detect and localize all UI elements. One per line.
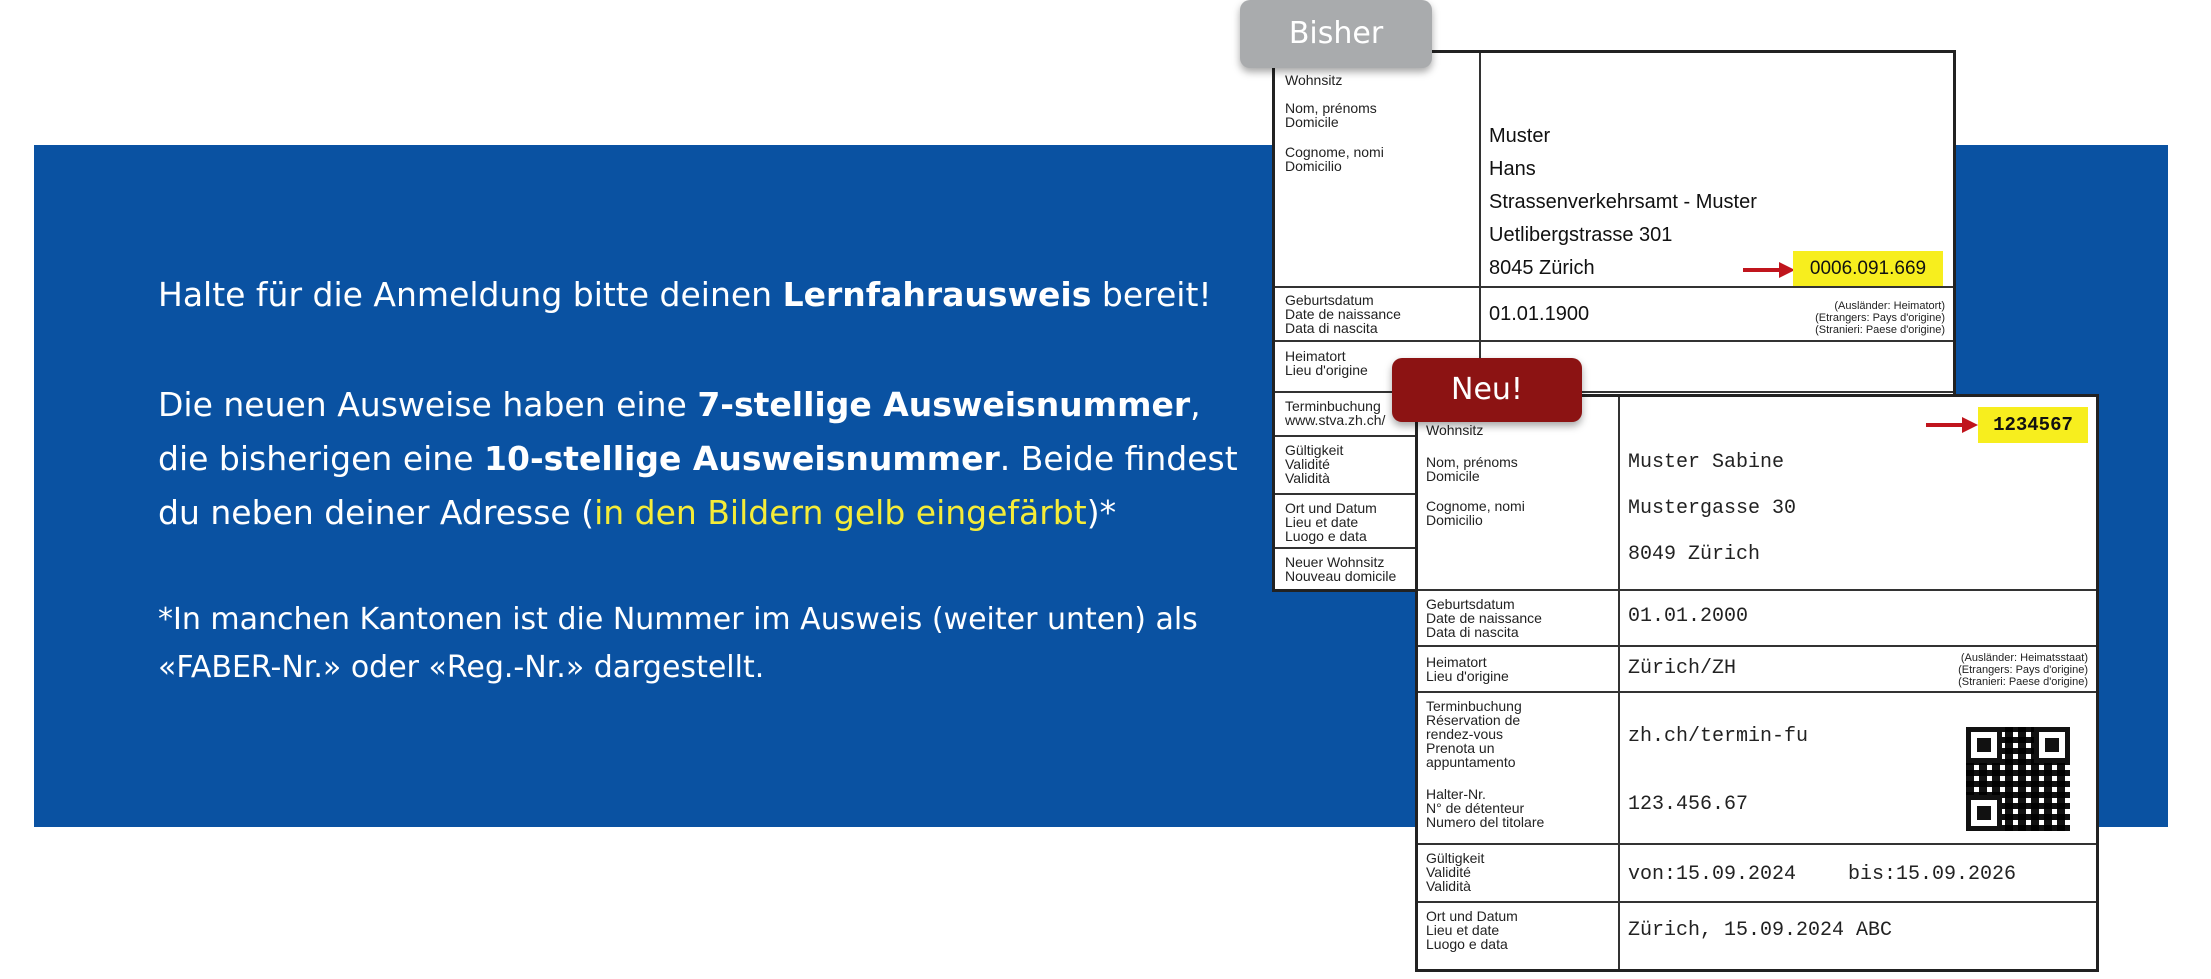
number-text-6: )*	[1086, 493, 1117, 532]
origin-note: (Ausländer: Heimatsstaat)	[1960, 652, 2088, 664]
label-origine: Lieu d'origine	[1285, 362, 1368, 378]
origin-note: (Ausländer: Heimatort)	[1834, 300, 1945, 312]
label-validita: Validità	[1285, 470, 1330, 486]
label-heimatort: Heimatort	[1426, 654, 1487, 670]
origin: Zürich/ZH	[1628, 657, 1737, 680]
intro-text-end: bereit!	[1091, 275, 1212, 314]
intro-bold: Lernfahrausweis	[782, 275, 1092, 314]
halter-number: 123.456.67	[1628, 793, 1749, 816]
label-domicilio: Domicilio	[1285, 158, 1342, 174]
qr-finder	[2034, 727, 2070, 763]
label-ort-datum: Ort und Datum	[1426, 908, 1518, 924]
number-paragraph	[158, 378, 1238, 540]
new-id-number: 1234567	[1978, 407, 2088, 443]
highlight-text: in den Bildern gelb eingefärbt	[594, 493, 1087, 532]
old-id-number: 0006.091.669	[1793, 251, 1943, 287]
label-neuer-wohnsitz: Neuer Wohnsitz	[1285, 554, 1385, 570]
label-domicile: Domicile	[1426, 468, 1480, 484]
row-divider	[1418, 691, 2096, 693]
address-line-2: 8049 Zürich	[1628, 543, 1761, 566]
arrow-icon	[1926, 413, 1978, 437]
label-lieu-date: Lieu et date	[1426, 922, 1500, 938]
address-line-1: Strassenverkehrsamt - Muster	[1489, 191, 1757, 213]
valid-from: von:15.09.2024	[1628, 863, 1797, 886]
address-line-1: Mustergasse 30	[1628, 497, 1797, 520]
badge-neu: Neu!	[1392, 358, 1582, 422]
birth-date: 01.01.1900	[1489, 303, 1590, 325]
label-nouveau-domicile: Nouveau domicile	[1285, 568, 1397, 584]
number-bold-new: 7-stellige Ausweisnummer	[697, 385, 1191, 424]
new-license-document	[1415, 394, 2099, 972]
label-termin-fr: Réservation de	[1426, 712, 1521, 728]
label-gueltigkeit: Gültigkeit	[1426, 850, 1485, 866]
label-birth: Geburtsdatum	[1426, 596, 1515, 612]
label-halter-it: Numero del titolare	[1426, 814, 1545, 830]
number-bold-old: 10-stellige Ausweisnummer	[484, 439, 1000, 478]
label-termin-it-2: appuntamento	[1426, 754, 1516, 770]
label-termin: Terminbuchung	[1285, 398, 1381, 414]
row-divider	[1418, 589, 2096, 591]
place-date: Zürich, 15.09.2024 ABC	[1628, 919, 1893, 942]
label-validita: Validità	[1426, 878, 1471, 894]
label-luogo-data: Luogo e data	[1426, 936, 1508, 952]
label-origine: Lieu d'origine	[1426, 668, 1509, 684]
intro-paragraph	[158, 268, 1238, 322]
label-birth-fr: Date de naissance	[1426, 610, 1542, 626]
info-text-block	[158, 268, 1238, 748]
footnote-line-1: *In manchen Kantonen ist die Nummer im Ausweis (weiter unten) als	[158, 602, 1198, 637]
label-birth-it: Data di nascita	[1285, 320, 1378, 336]
label-validite: Validité	[1285, 456, 1330, 472]
label-halter: Halter-Nr.	[1426, 786, 1486, 802]
holder-name: Muster Sabine	[1628, 451, 1785, 474]
row-divider	[1275, 340, 1953, 342]
number-text-2: ,	[1190, 385, 1201, 424]
label-birth-fr: Date de naissance	[1285, 306, 1401, 322]
label-termin-it: Prenota un	[1426, 740, 1495, 756]
label-ort-datum: Ort und Datum	[1285, 500, 1377, 516]
qr-finder	[1966, 727, 2002, 763]
footnote	[158, 596, 1238, 692]
label-domicile: Domicile	[1285, 114, 1339, 130]
label-lieu-date: Lieu et date	[1285, 514, 1359, 530]
label-wohnsitz: Wohnsitz	[1426, 422, 1484, 438]
row-divider	[1418, 645, 2096, 647]
column-divider	[1618, 397, 1620, 969]
label-name: Nom, prénoms	[1285, 100, 1377, 116]
number-text-5: du neben deiner Adresse (	[158, 493, 595, 532]
qr-code-icon	[1966, 727, 2070, 831]
number-text-3: die bisherigen eine	[158, 439, 485, 478]
label-termin: Terminbuchung	[1426, 698, 1522, 714]
holder-first-name: Hans	[1489, 158, 1536, 180]
footnote-line-2: «FABER-Nr.» oder «Reg.-Nr.» dargestellt.	[158, 650, 765, 685]
badge-bisher: Bisher	[1240, 0, 1432, 68]
label-termin-fr-2: rendez-vous	[1426, 726, 1504, 742]
label-gueltigkeit: Gültigkeit	[1285, 442, 1344, 458]
holder-last-name: Muster	[1489, 125, 1551, 147]
address-line-2: Uetlibergstrasse 301	[1489, 224, 1673, 246]
label-cognome: Cognome, nomi	[1426, 498, 1525, 514]
valid-to: bis:15.09.2026	[1848, 863, 2017, 886]
label-termin-url: www.stva.zh.ch/	[1285, 412, 1386, 428]
origin-note-it: (Stranieri: Paese d'origine)	[1815, 324, 1945, 336]
row-divider	[1418, 901, 2096, 903]
origin-note-it: (Stranieri: Paese d'origine)	[1958, 676, 2088, 688]
termin-url: zh.ch/termin-fu	[1628, 725, 1809, 748]
number-text-1: Die neuen Ausweise haben eine	[158, 385, 698, 424]
arrow-icon	[1743, 258, 1795, 282]
label-halter-fr: N° de détenteur	[1426, 800, 1525, 816]
label-cognome: Cognome, nomi	[1285, 144, 1384, 160]
row-divider	[1275, 286, 1953, 288]
origin-note-fr: (Etrangers: Pays d'origine)	[1958, 664, 2088, 676]
label-luogo-data: Luogo e data	[1285, 528, 1367, 544]
label-birth-it: Data di nascita	[1426, 624, 1519, 640]
origin-note-fr: (Etrangers: Pays d'origine)	[1815, 312, 1945, 324]
row-divider	[1275, 391, 1953, 393]
qr-finder	[1966, 795, 2002, 831]
label-name: Nom, prénoms	[1426, 454, 1518, 470]
intro-text: Halte für die Anmeldung bitte deinen	[158, 275, 783, 314]
row-divider	[1418, 843, 2096, 845]
label-wohnsitz: Wohnsitz	[1285, 72, 1343, 88]
label-validite: Validité	[1426, 864, 1471, 880]
label-heimatort: Heimatort	[1285, 348, 1346, 364]
number-text-4: . Beide findest	[999, 439, 1238, 478]
label-birth: Geburtsdatum	[1285, 292, 1374, 308]
birth-date: 01.01.2000	[1628, 605, 1749, 628]
address-line-3: 8045 Zürich	[1489, 257, 1595, 279]
label-domicilio: Domicilio	[1426, 512, 1483, 528]
